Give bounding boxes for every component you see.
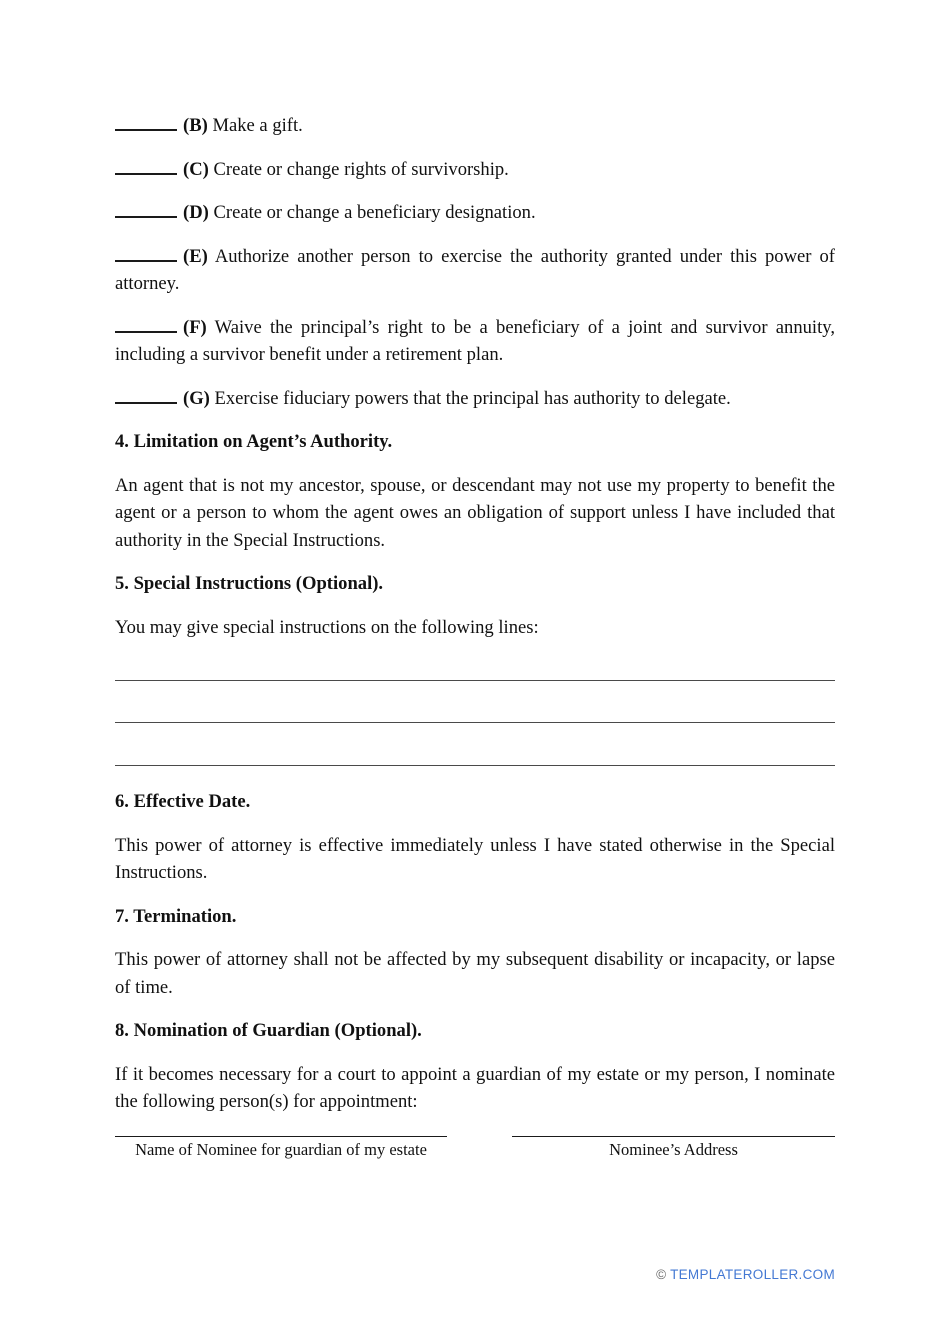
section-8-body: If it becomes necessary for a court to appoint a guardian of my estate or my person, I nominate the following person(s) for appointment: (115, 1063, 835, 1112)
authority-item-g (115, 385, 835, 413)
special-instructions-line-2[interactable] (115, 681, 835, 723)
initials-blank-line[interactable] (115, 202, 177, 218)
initials-blank-line[interactable] (115, 317, 177, 333)
item-letter: (E) (183, 245, 208, 267)
special-instructions-line-1[interactable] (115, 657, 835, 681)
section-4-body: An agent that is not my ancestor, spouse, or descendant may not use my property to benefit the agent or a person to whom the agent owes an obligation of support unless I have included that authority in the Special Instructions. (115, 474, 835, 551)
nominee-address-field (512, 1136, 835, 1161)
item-letter: (C) (183, 158, 209, 180)
nominee-address-line[interactable] (512, 1136, 835, 1137)
authority-item-e (115, 243, 835, 298)
initials-blank-line[interactable] (115, 246, 177, 262)
nominee-signature-row (115, 1136, 835, 1161)
nominee-name-label: Name of Nominee for guardian of my estate (135, 1139, 427, 1159)
authority-item-c (115, 156, 835, 184)
authority-item-f (115, 314, 835, 369)
item-letter: (D) (183, 202, 209, 223)
item-letter: (G) (183, 387, 210, 409)
copyright-symbol: © (656, 1267, 667, 1282)
page-footer (656, 1266, 835, 1283)
nominee-address-label: Nominee’s Address (609, 1139, 738, 1159)
nominee-name-field (115, 1136, 447, 1161)
initials-blank-line[interactable] (115, 159, 177, 175)
templateroller-link[interactable]: TEMPLATEROLLER.COM (670, 1267, 835, 1282)
item-letter: (F) (183, 316, 207, 338)
section-6-heading: 6. Effective Date. (115, 791, 251, 812)
item-text: Create or change a beneficiary designation. (213, 202, 536, 223)
section-7-body: This power of attorney shall not be affected by my subsequent disability or incapacity, or lapse of time. (115, 949, 835, 998)
item-text: Create or change rights of survivorship. (213, 158, 509, 180)
item-text: Make a gift. (212, 115, 303, 136)
item-text: Waive the principal’s right to be a beneficiary of a joint and survivor annuity, including a survivor benefit under a retirement plan. (115, 316, 836, 365)
section-5-heading: 5. Special Instructions (Optional). (115, 573, 384, 594)
nominee-name-line[interactable] (115, 1136, 447, 1137)
initials-blank-line[interactable] (115, 388, 177, 404)
document-content (115, 112, 835, 1161)
section-4-heading: 4. Limitation on Agent’s Authority. (115, 431, 393, 452)
authority-item-b (115, 112, 835, 140)
item-letter: (B) (183, 115, 208, 136)
initials-blank-line[interactable] (115, 115, 177, 131)
item-text: Exercise fiduciary powers that the principal has authority to delegate. (214, 387, 731, 409)
special-instructions-lines (115, 657, 835, 766)
special-instructions-line-3[interactable] (115, 723, 835, 766)
item-text: Authorize another person to exercise the authority granted under this power of attorney. (115, 245, 835, 294)
section-5-body: You may give special instructions on the following lines: (115, 616, 539, 638)
section-8-heading: 8. Nomination of Guardian (Optional). (115, 1020, 422, 1041)
authority-item-d (115, 199, 835, 227)
section-6-body: This power of attorney is effective immediately unless I have stated otherwise in the Special Instructions. (115, 834, 835, 883)
section-7-heading: 7. Termination. (115, 905, 237, 927)
